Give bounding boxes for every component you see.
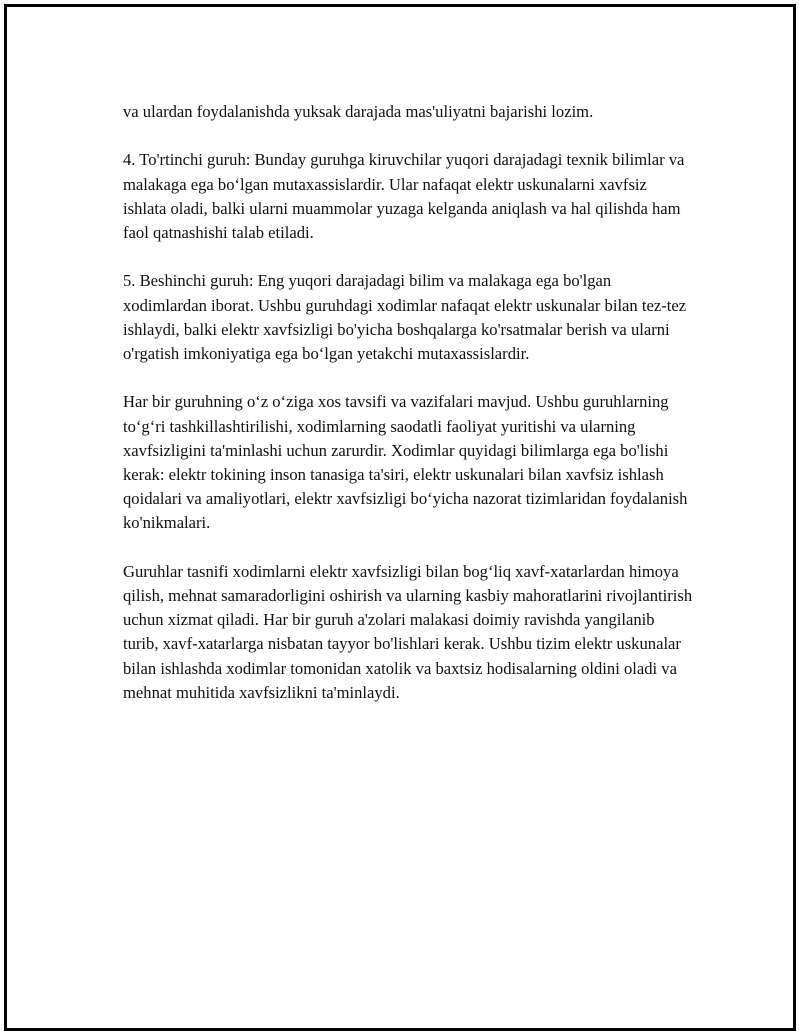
document-body — [123, 100, 693, 705]
page-frame — [4, 4, 796, 1031]
paragraph-group-summary: Har bir guruhning o‘z o‘ziga xos tavsifi va vazifalari mavjud. Ushbu guruhlarning to‘g‘ri tashkillashtirilishi, xodimlarning saodatli faoliyat yuritishi va ularning xavfsizligini ta'minlashi uchun zarurdir. Xodimlar quyidagi bilimlarga ega bo'lishi kerak: elektr tokining inson tanasiga ta'siri, elektr uskunalari bilan xavfsiz ishlash qoidalari va amaliyotlari, elektr xavfsizligi bo‘yicha nazorat tizimlaridan foydalanish ko'nikmalari. — [123, 392, 688, 533]
paragraph-continuation: va ulardan foydalanishda yuksak darajada mas'uliyatni bajarishi lozim. — [123, 102, 594, 121]
paragraph-group-5: 5. Beshinchi guruh: Eng yuqori darajadagi bilim va malakaga ega bo'lgan xodimlardan iborat. Ushbu guruhdagi xodimlar nafaqat elektr uskunalar bilan tez-tez ishlaydi, balki elektr xavfsizligi bo'yicha boshqalarga ko'rsatmalar berish va ularni o'rgatish imkoniyatiga ega bo‘lgan yetakchi mutaxassislardir. — [123, 271, 687, 363]
paragraph-group-4: 4. To'rtinchi guruh: Bunday guruhga kiruvchilar yuqori darajadagi texnik bilimlar va malakaga ega bo‘lgan mutaxassislardir. Ular nafaqat elektr uskunalarni xavfsiz ishlata oladi, balki ularni muammolar yuzaga kelganda aniqlash va hal qilishda ham faol qatnashishi talab etiladi. — [123, 150, 685, 242]
paragraph-conclusion: Guruhlar tasnifi xodimlarni elektr xavfsizligi bilan bog‘liq xavf-xatarlardan himoya qilish, mehnat samaradorligini oshirish va ularning kasbiy mahoratlarini rivojlantirish uchun xizmat qiladi. Har bir guruh a'zolari malakasi doimiy ravishda yangilanib turib, xavf-xatarlarga nisbatan tayyor bo'lishlari kerak. Ushbu tizim elektr uskunalar bilan ishlashda xodimlar tomonidan xatolik va baxtsiz hodisalarning oldini oladi va mehnat muhitida xavfsizlikni ta'minlaydi. — [123, 561, 693, 702]
